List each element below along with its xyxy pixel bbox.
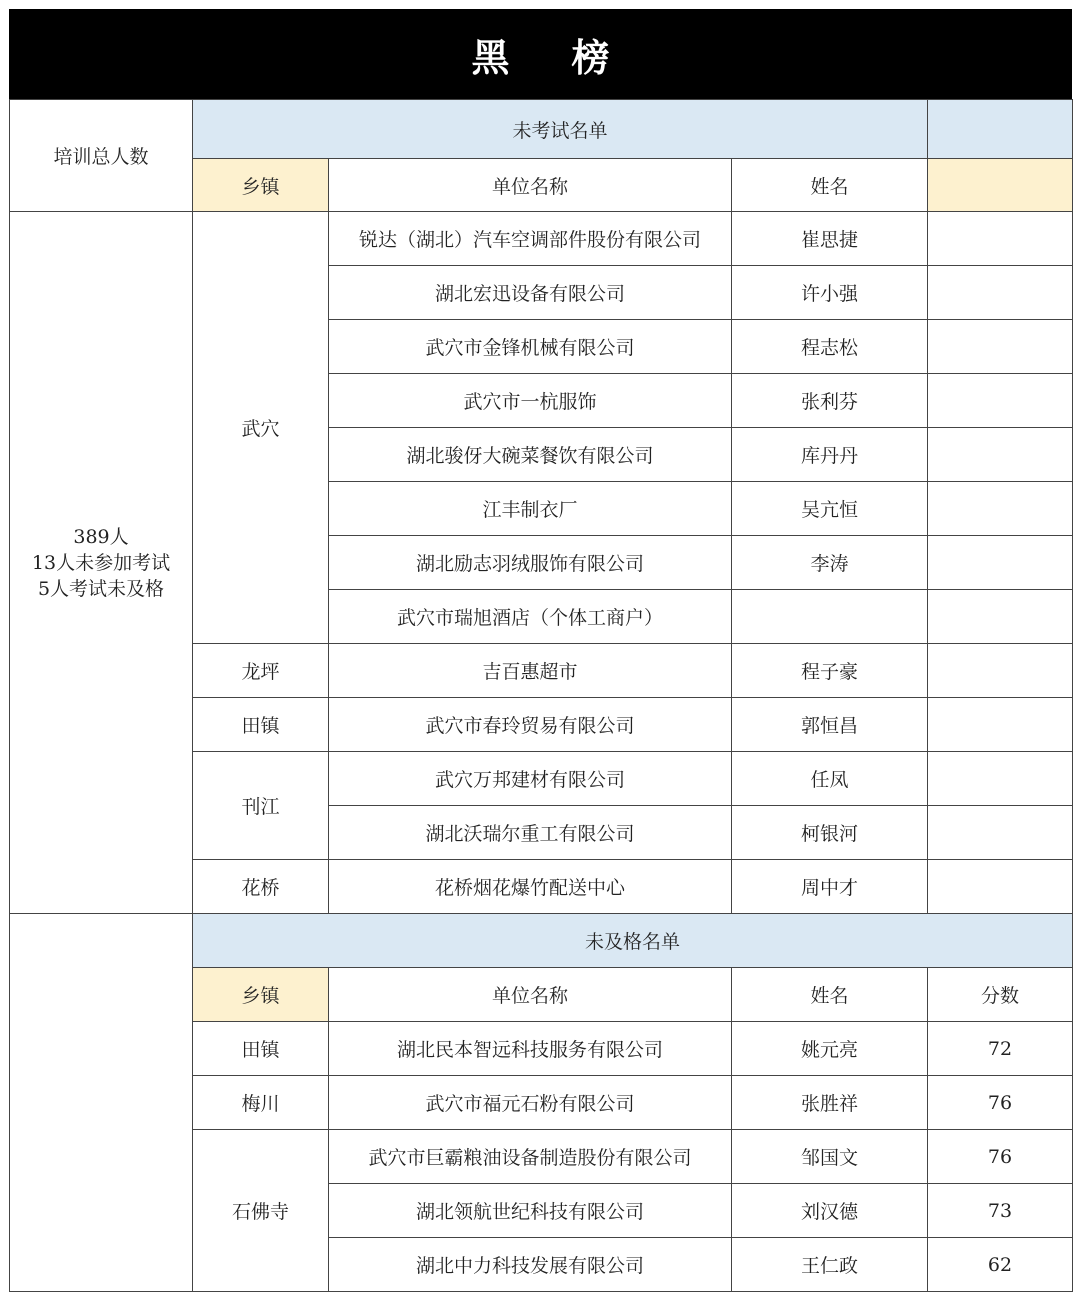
name-cell: 许小强 [732, 266, 928, 320]
name-cell: 柯银河 [732, 806, 928, 860]
blacklist-table [9, 99, 1073, 1292]
town-cell: 武穴 [193, 212, 329, 644]
company-cell: 吉百惠超市 [329, 644, 732, 698]
company-cell: 武穴市一杭服饰 [329, 374, 732, 428]
company-cell: 湖北中力科技发展有限公司 [329, 1238, 732, 1292]
name-cell: 张利芬 [732, 374, 928, 428]
page-title: 黑榜 [9, 9, 1072, 99]
blank-cell [928, 482, 1073, 536]
score-cell: 73 [928, 1184, 1073, 1238]
training-summary [10, 212, 193, 914]
table-row [10, 212, 1073, 266]
town-cell: 龙坪 [193, 644, 329, 698]
name-cell: 库丹丹 [732, 428, 928, 482]
town-cell: 田镇 [193, 698, 329, 752]
blank-cell [928, 266, 1073, 320]
company-cell: 江丰制衣厂 [329, 482, 732, 536]
company-cell: 湖北宏迅设备有限公司 [329, 266, 732, 320]
blank-cell [928, 320, 1073, 374]
name-cell: 周中才 [732, 860, 928, 914]
absent-col-name: 姓名 [732, 159, 928, 212]
town-cell: 田镇 [193, 1022, 329, 1076]
company-cell: 武穴市巨霸粮油设备制造股份有限公司 [329, 1130, 732, 1184]
name-cell: 王仁政 [732, 1238, 928, 1292]
name-cell: 郭恒昌 [732, 698, 928, 752]
company-cell: 花桥烟花爆竹配送中心 [329, 860, 732, 914]
training-absent-count: 13人未参加考试 [31, 551, 171, 574]
company-cell: 武穴市福元石粉有限公司 [329, 1076, 732, 1130]
blank-cell [928, 698, 1073, 752]
town-cell: 刊江 [193, 752, 329, 860]
company-cell: 武穴市春玲贸易有限公司 [329, 698, 732, 752]
score-cell: 76 [928, 1076, 1073, 1130]
blank-cell [928, 860, 1073, 914]
failed-left-blank [10, 914, 193, 1292]
score-cell: 76 [928, 1130, 1073, 1184]
company-cell: 武穴市瑞旭酒店（个体工商户） [329, 590, 732, 644]
absent-col-town: 乡镇 [193, 159, 329, 212]
company-cell: 湖北励志羽绒服饰有限公司 [329, 536, 732, 590]
company-cell: 湖北骏伢大碗菜餐饮有限公司 [329, 428, 732, 482]
name-cell [732, 590, 928, 644]
town-cell: 花桥 [193, 860, 329, 914]
training-total: 389人 [73, 525, 129, 548]
name-cell: 程志松 [732, 320, 928, 374]
blank-cell [928, 806, 1073, 860]
name-cell: 刘汉德 [732, 1184, 928, 1238]
town-cell: 石佛寺 [193, 1130, 329, 1292]
failed-col-town: 乡镇 [193, 968, 329, 1022]
name-cell: 邹国文 [732, 1130, 928, 1184]
failed-section-header: 未及格名单 [193, 914, 1073, 968]
failed-col-name: 姓名 [732, 968, 928, 1022]
name-cell: 李涛 [732, 536, 928, 590]
blank-cell [928, 536, 1073, 590]
score-cell: 72 [928, 1022, 1073, 1076]
name-cell: 程子豪 [732, 644, 928, 698]
name-cell: 吴亢恒 [732, 482, 928, 536]
company-cell: 锐达（湖北）汽车空调部件股份有限公司 [329, 212, 732, 266]
company-cell: 湖北沃瑞尔重工有限公司 [329, 806, 732, 860]
name-cell: 张胜祥 [732, 1076, 928, 1130]
name-cell: 任凤 [732, 752, 928, 806]
blank-cell [928, 644, 1073, 698]
failed-col-score: 分数 [928, 968, 1073, 1022]
absent-section-header: 未考试名单 [193, 100, 928, 159]
company-cell: 武穴市金锋机械有限公司 [329, 320, 732, 374]
training-failed-count: 5人考试未及格 [37, 577, 165, 600]
blank-cell [928, 374, 1073, 428]
absent-col-company: 单位名称 [329, 159, 732, 212]
blank-cell [928, 752, 1073, 806]
absent-col-blank [928, 159, 1073, 212]
company-cell: 武穴万邦建材有限公司 [329, 752, 732, 806]
score-cell: 62 [928, 1238, 1073, 1292]
name-cell: 姚元亮 [732, 1022, 928, 1076]
town-cell: 梅川 [193, 1076, 329, 1130]
absent-header-blank [928, 100, 1073, 159]
company-cell: 湖北领航世纪科技有限公司 [329, 1184, 732, 1238]
failed-col-company: 单位名称 [329, 968, 732, 1022]
blank-cell [928, 428, 1073, 482]
name-cell: 崔思捷 [732, 212, 928, 266]
blank-cell [928, 590, 1073, 644]
training-label: 培训总人数 [10, 100, 193, 212]
company-cell: 湖北民本智远科技服务有限公司 [329, 1022, 732, 1076]
blank-cell [928, 212, 1073, 266]
